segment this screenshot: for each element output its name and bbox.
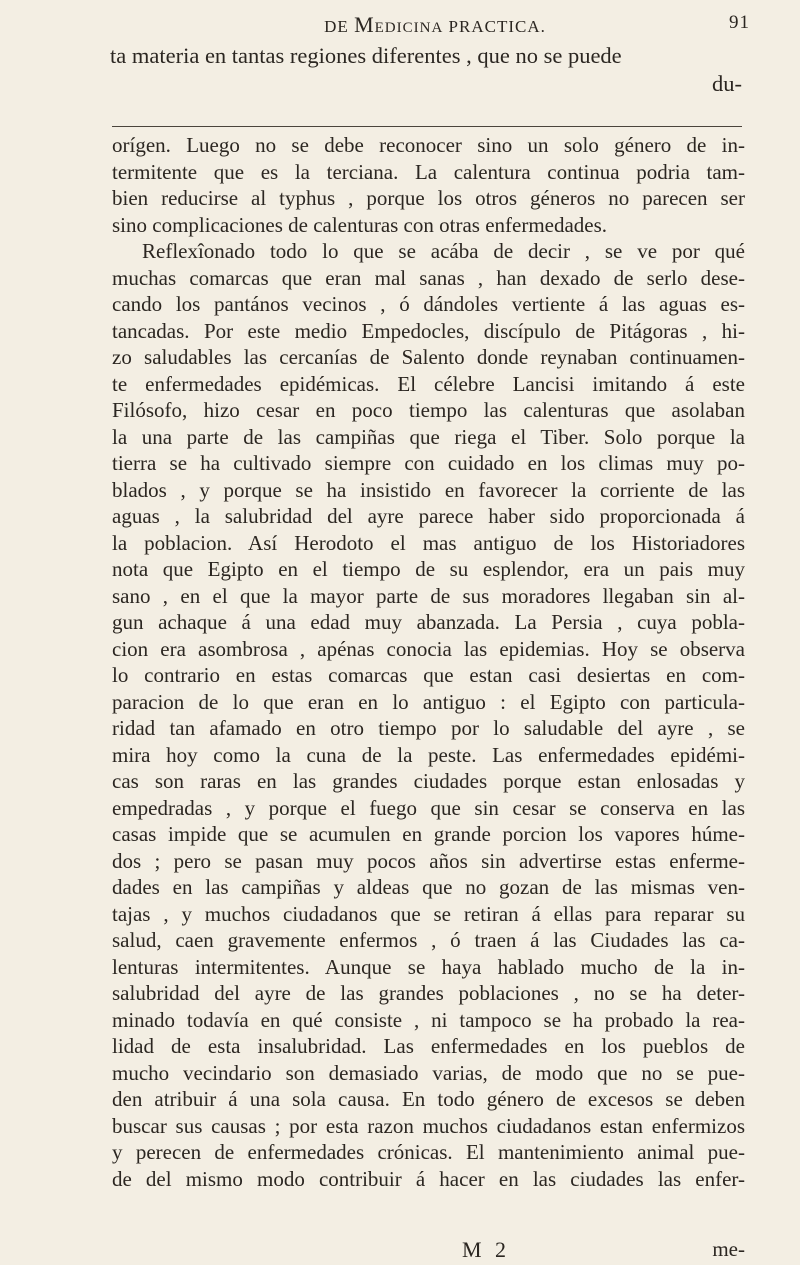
text-line: nota que Egipto en el tiempo de su esplendor, era un pais muy: [112, 557, 745, 581]
footer-catchword: me-: [712, 1237, 745, 1261]
body-text: [112, 132, 745, 1192]
text-line: y perecen de enfermedades crónicas. El mantenimiento animal pue-: [112, 1140, 745, 1164]
text-line: cando los pantános vecinos , ó dándoles vertiente á las aguas es-: [112, 292, 745, 316]
text-line: Filósofo, hizo cesar en poco tiempo las calenturas que asolaban: [112, 398, 745, 422]
previous-note-line: ta materia en tantas regiones diferentes , que no se puede: [110, 43, 622, 68]
text-line: salubridad del ayre de las grandes poblaciones , no se ha deter-: [112, 981, 745, 1005]
previous-note-text: [110, 42, 752, 96]
text-line: cion era asombrosa , apénas conocia las epidemias. Hoy se observa: [112, 636, 745, 661]
page-footer: [112, 1237, 745, 1263]
text-line: mucho vecindario son demasiado varias, de modo que no se pue-: [112, 1060, 745, 1085]
text-line: mira hoy como la cuna de la peste. Las enfermedades epidémi-: [112, 742, 745, 767]
page-number: 91: [729, 12, 750, 33]
text-line: Reflexîonado todo lo que se acába de decir , se ve por qué: [142, 239, 745, 263]
previous-note-catchword: du-: [712, 71, 742, 96]
text-line: te enfermedades epidémicas. El célebre Lancisi imitando á este: [112, 371, 745, 396]
text-line: paracion de lo que eran en lo antiguo : el Egipto con particula-: [112, 689, 745, 714]
text-line: la poblacion. Así Herodoto el mas antiguo de los Historiadores: [112, 530, 745, 555]
text-line: cas son raras en las grandes ciudades porque estan enlosadas y: [112, 769, 745, 793]
signature-mark: M 2: [462, 1237, 511, 1262]
text-line: dos ; pero se pasan muy pocos años sin advertirse estas enferme-: [112, 848, 745, 873]
running-title: [120, 12, 750, 38]
text-line: sano , en el que la mayor parte de sus moradores llegaban sin al-: [112, 583, 745, 608]
text-line: dades en las campiñas y aldeas que no gozan de las mismas ven-: [112, 875, 745, 899]
section-divider: [112, 126, 742, 127]
text-line: de del mismo modo contribuir á hacer en las ciudades las enfer-: [112, 1166, 745, 1191]
text-line: zo saludables las cercanías de Salento donde reynaban continuamen-: [112, 345, 745, 369]
text-line: gun achaque á una edad muy abanzada. La Persia , cuya pobla-: [112, 610, 745, 634]
text-line: salud, caen gravemente enfermos , ó traen á las Ciudades las ca-: [112, 928, 745, 952]
text-line: lidad de esta insalubridad. Las enfermedades en los pueblos de: [112, 1034, 745, 1058]
text-line: ridad tan afamado en otro tiempo por lo saludable del ayre , se: [112, 716, 745, 740]
text-line: minado todavía en qué consiste , ni tampoco se ha probado la rea-: [112, 1007, 745, 1032]
text-line: blados , y porque se ha insistido en favorecer la corriente de las: [112, 477, 745, 502]
text-line: muchas comarcas que eran mal sanas , han dexado de serlo dese-: [112, 265, 745, 290]
running-title-post: PRACTICA.: [448, 17, 546, 36]
text-line: orígen. Luego no se debe reconocer sino un solo género de in-: [112, 133, 745, 157]
text-line: empedradas , y porque el fuego que sin cesar se conserva en las: [112, 795, 745, 820]
text-line: lo contrario en estas comarcas que estan casi desiertas en com-: [112, 663, 745, 687]
text-line: buscar sus causas ; por esta razon muchos ciudadanos estan enfermizos: [112, 1113, 745, 1138]
text-line: tierra se ha cultivado siempre con cuidado en los climas muy po-: [112, 451, 745, 475]
text-line: bien reducirse al typhus , porque los otros géneros no parecen ser: [112, 186, 745, 210]
text-line: den atribuir á una sola causa. En todo género de excesos se deben: [112, 1087, 745, 1111]
text-line: tancadas. Por este medio Empedocles, discípulo de Pitágoras , hi-: [112, 318, 745, 343]
text-line: casas impide que se acumulen en grande porcion los vapores húme-: [112, 822, 745, 846]
text-line: la una parte de las campiñas que riega el Tiber. Solo porque la: [112, 424, 745, 449]
running-title-main: Medicina: [354, 12, 444, 37]
text-line: sino complicaciones de calenturas con otras enfermedades.: [112, 212, 608, 237]
running-title-pre: DE: [324, 17, 349, 36]
text-line: termitente que es la terciana. La calentura continua podria tam-: [112, 159, 745, 184]
text-line: lenturas intermitentes. Aunque se haya hablado mucho de la in-: [112, 954, 745, 979]
text-line: tajas , y muchos ciudadanos que se retiran á ellas para reparar su: [112, 901, 745, 926]
text-line: aguas , la salubridad del ayre parece haber sido proporcionada á: [112, 504, 745, 528]
